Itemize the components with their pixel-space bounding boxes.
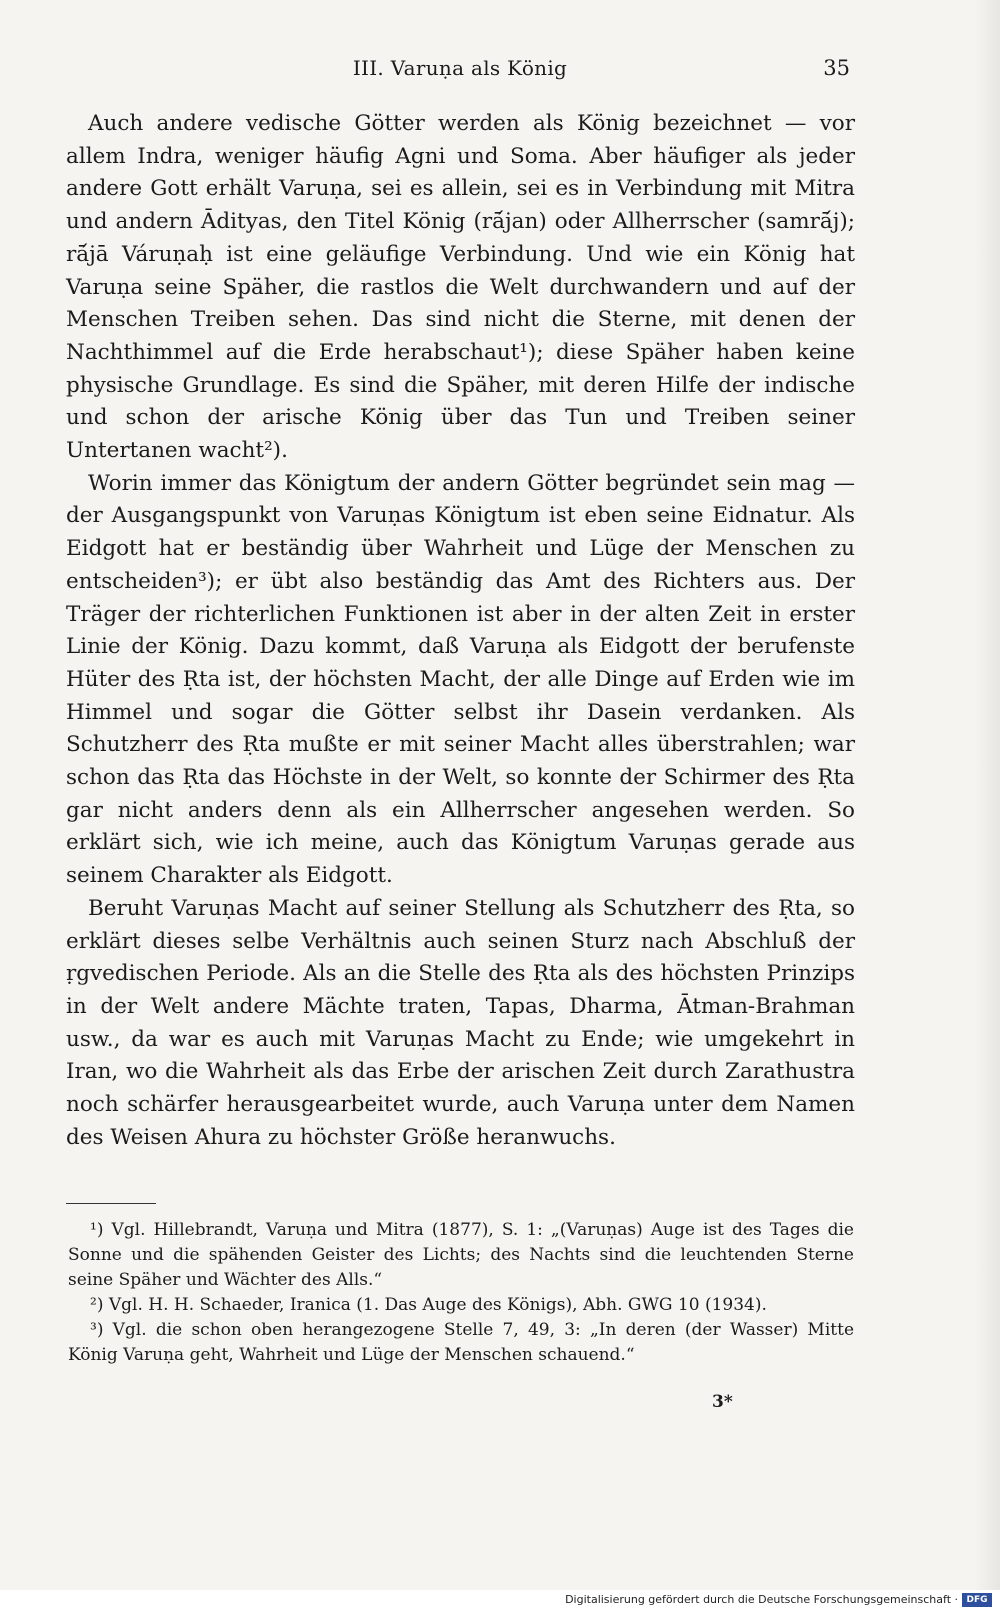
footnote-rule: [66, 1203, 156, 1204]
page-number: 35: [823, 56, 850, 80]
signature-mark: 3*: [712, 1392, 733, 1412]
footer-bar: [0, 1590, 1000, 1611]
body-text: [66, 108, 855, 1155]
footnote-1: ¹) Vgl. Hillebrandt, Varuṇa und Mitra (1877), S. 1: „(Varuṇas) Auge ist des Tages die Sonne und die spähenden Geister des Lichts; des Nachts sind die leuchtenden Sterne seine Späher und Wächter des Alls.“: [68, 1220, 854, 1290]
funding-credit: Digitalisierung gefördert durch die Deutsche Forschungsgemeinschaft ·: [565, 1593, 958, 1606]
paragraph-2: Worin immer das Königtum der andern Götter begründet sein mag — der Ausgangspunkt von Varuṇas Königtum ist eben seine Eidnatur. Als Eidgott hat er beständig über Wahrheit und Lüge der Menschen zu entscheiden³); er übt also beständig das Amt des Richters aus. Der Träger der richterlichen Funktionen ist aber in der alten Zeit in erster Linie der König. Dazu kommt, daß Varuṇa als Eidgott der berufenste Hüter des Ṛta ist, der höchsten Macht, der alle Dinge auf Erden wie im Himmel und sogar die Götter selbst ihr Dasein verdanken. Als Schutzherr des Ṛta mußte er mit seiner Macht alles überstrahlen; war schon das Ṛta das Höchste in der Welt, so konnte der Schirmer des Ṛta gar nicht anders denn als ein Allherrscher angesehen werden. So erklärt sich, wie ich meine, auch das Königtum Varuṇas gerade aus seinem Charakter als Eidgott.: [66, 470, 855, 889]
footnotes: [68, 1218, 854, 1368]
page-header: [70, 52, 850, 86]
dfg-logo-icon[interactable]: DFG: [962, 1593, 992, 1607]
footnote-3: ³) Vgl. die schon oben herangezogene Stelle 7, 49, 3: „In deren (der Wasser) Mitte König Varuṇa geht, Wahrheit und Lüge der Menschen schauend.“: [68, 1320, 854, 1365]
paragraph-3: Beruht Varuṇas Macht auf seiner Stellung als Schutzherr des Ṛta, so erklärt dieses selbe Verhältnis auch seinen Sturz nach Abschluß der ṛgvedischen Periode. Als an die Stelle des Ṛta als des höchsten Prinzips in der Welt andere Mächte traten, Tapas, Dharma, Ātman-Brahman usw., da war es auch mit Varuṇas Macht zu Ende; wie umgekehrt in Iran, wo die Wahrheit als das Erbe der arischen Zeit durch Zarathustra noch schärfer herausgearbeitet wurde, auch Varuṇa unter dem Namen des Weisen Ahura zu höchster Größe heranwuchs.: [66, 895, 855, 1150]
paragraph-1: Auch andere vedische Götter werden als König bezeichnet — vor allem Indra, weniger häufig Agni und Soma. Aber häufiger als jeder andere Gott erhält Varuṇa, sei es allein, sei es in Verbindung mit Mitra und andern Ādityas, den Titel König (rā́jan) oder Allherrscher (samrā́j); rā́jā Váruṇaḥ ist eine geläufige Verbindung. Und wie ein König hat Varuṇa seine Späher, die rastlos die Welt durchwandern und auf der Menschen Treiben sehen. Das sind nicht die Sterne, mit denen der Nachthimmel auf die Erde herabschaut¹); diese Späher haben keine physische Grundlage. Es sind die Späher, mit deren Hilfe der indische und schon der arische König über das Tun und Treiben seiner Untertanen wacht²).: [66, 111, 855, 464]
running-head: III. Varuṇa als König: [352, 56, 568, 80]
footnote-2: ²) Vgl. H. H. Schaeder, Iranica (1. Das Auge des Königs), Abh. GWG 10 (1934).: [90, 1295, 767, 1315]
page-edge-shadow: [974, 0, 1000, 1590]
